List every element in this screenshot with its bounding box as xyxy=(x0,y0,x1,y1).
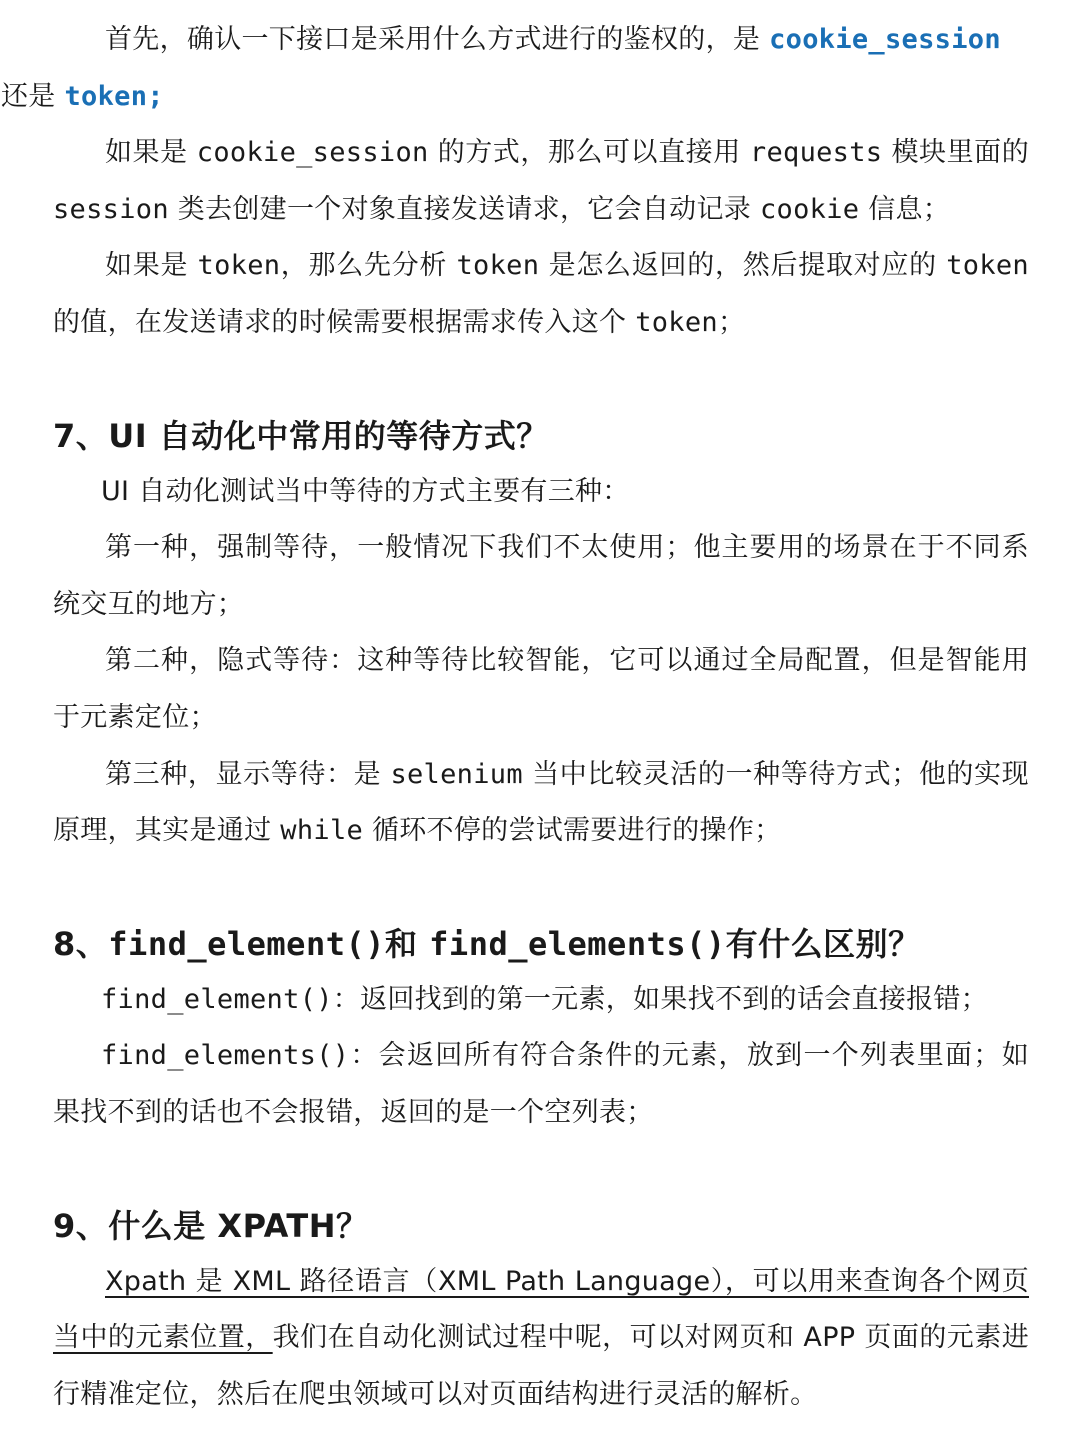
code-span: while xyxy=(280,815,364,847)
code-span: find_elements() xyxy=(429,924,726,963)
text-span: ：返回找到的第一元素，如果找不到的话会直接报错； xyxy=(332,983,988,1015)
text-span: 模块里面的 xyxy=(882,137,1029,169)
text-span: 我们在自动化测试过程中呢，可以对网页和 APP 页面的元素进行精准定位，然后在爬虫领域可以对页面结构进行灵活的解析。 xyxy=(53,1322,1029,1410)
text-span: 是怎么返回的，然后提取对应的 xyxy=(539,250,947,282)
text-span: ； xyxy=(717,306,746,338)
text-span: 的方式，那么可以直接用 xyxy=(428,137,750,169)
highlight-token: token; xyxy=(64,80,164,112)
text-span: 信息； xyxy=(859,193,951,225)
text-span: 首先，确认一下接口是采用什么方式进行的鉴权的，是 xyxy=(105,24,770,55)
xpath-paragraph xyxy=(53,1254,1029,1424)
underlined-definition: Xpath 是 XML 路径语言（XML Path Language），可以用来查询各个网页当中的元素位置， xyxy=(53,1265,1029,1354)
code-span: requests xyxy=(749,137,883,169)
text-span: 的值，在发送请求的时候需要根据需求传入这个 xyxy=(53,306,636,338)
text-span: 循环不停的尝试需要进行的操作； xyxy=(363,815,782,847)
code-span: token xyxy=(635,306,718,338)
text-span: 和 xyxy=(385,924,430,963)
wait-way-2: 第二种，隐式等待：这种等待比较智能，它可以通过全局配置，但是智能用于元素定位； xyxy=(53,645,1029,733)
code-span: token xyxy=(197,250,281,282)
text-span: 有什么区别？ xyxy=(725,924,921,963)
document-page xyxy=(1,12,1029,1423)
section-9-heading: 9、什么是 XPATH？ xyxy=(53,1206,369,1245)
text-span: 当中比较灵活的一种等待方式；他的实现原理，其实是通过 xyxy=(53,758,1029,847)
code-span: cookie xyxy=(759,193,860,225)
code-span: cookie_session xyxy=(196,137,429,169)
section-7-intro: UI 自动化测试当中等待的方式主要有三种： xyxy=(101,475,630,507)
text-span: 第三种，显示等待：是 xyxy=(105,758,391,790)
code-span: find_element() xyxy=(108,924,385,963)
section-8-heading xyxy=(53,916,1029,972)
token-paragraph xyxy=(53,238,1029,351)
highlight-cookie-session: cookie_session xyxy=(769,24,1001,55)
find-elements-paragraph xyxy=(53,1028,1029,1141)
text-span: 如果是 xyxy=(105,137,197,169)
find-element-paragraph xyxy=(53,972,1029,1029)
text-span: ：会返回所有符合条件的元素，放到一个列表里面；如果找不到的话也不会报错，返回的是一个空列表； xyxy=(53,1040,1029,1128)
text-span: 还是 xyxy=(1,80,65,112)
text-span: 如果是 xyxy=(105,250,198,282)
wait-way-3 xyxy=(53,747,1029,860)
wait-way-1: 第一种，强制等待，一般情况下我们不太使用；他主要用的场景在于不同系统交互的地方； xyxy=(53,532,1029,620)
text-span: ，那么先分析 xyxy=(280,250,457,282)
code-span: token xyxy=(456,250,540,282)
auth-intro-paragraph xyxy=(1,12,1029,125)
code-span: selenium xyxy=(390,758,523,790)
text-span: 类去创建一个对象直接发送请求，它会自动记录 xyxy=(168,193,760,225)
section-7-heading: 7、UI 自动化中常用的等待方式？ xyxy=(53,416,549,455)
code-span: find_elements() xyxy=(101,1040,350,1072)
cookie-session-paragraph xyxy=(53,125,1029,238)
text-span: 8、 xyxy=(53,924,109,963)
code-span: session xyxy=(53,193,169,225)
code-span: find_element() xyxy=(101,983,333,1015)
code-span: token xyxy=(946,250,1029,282)
